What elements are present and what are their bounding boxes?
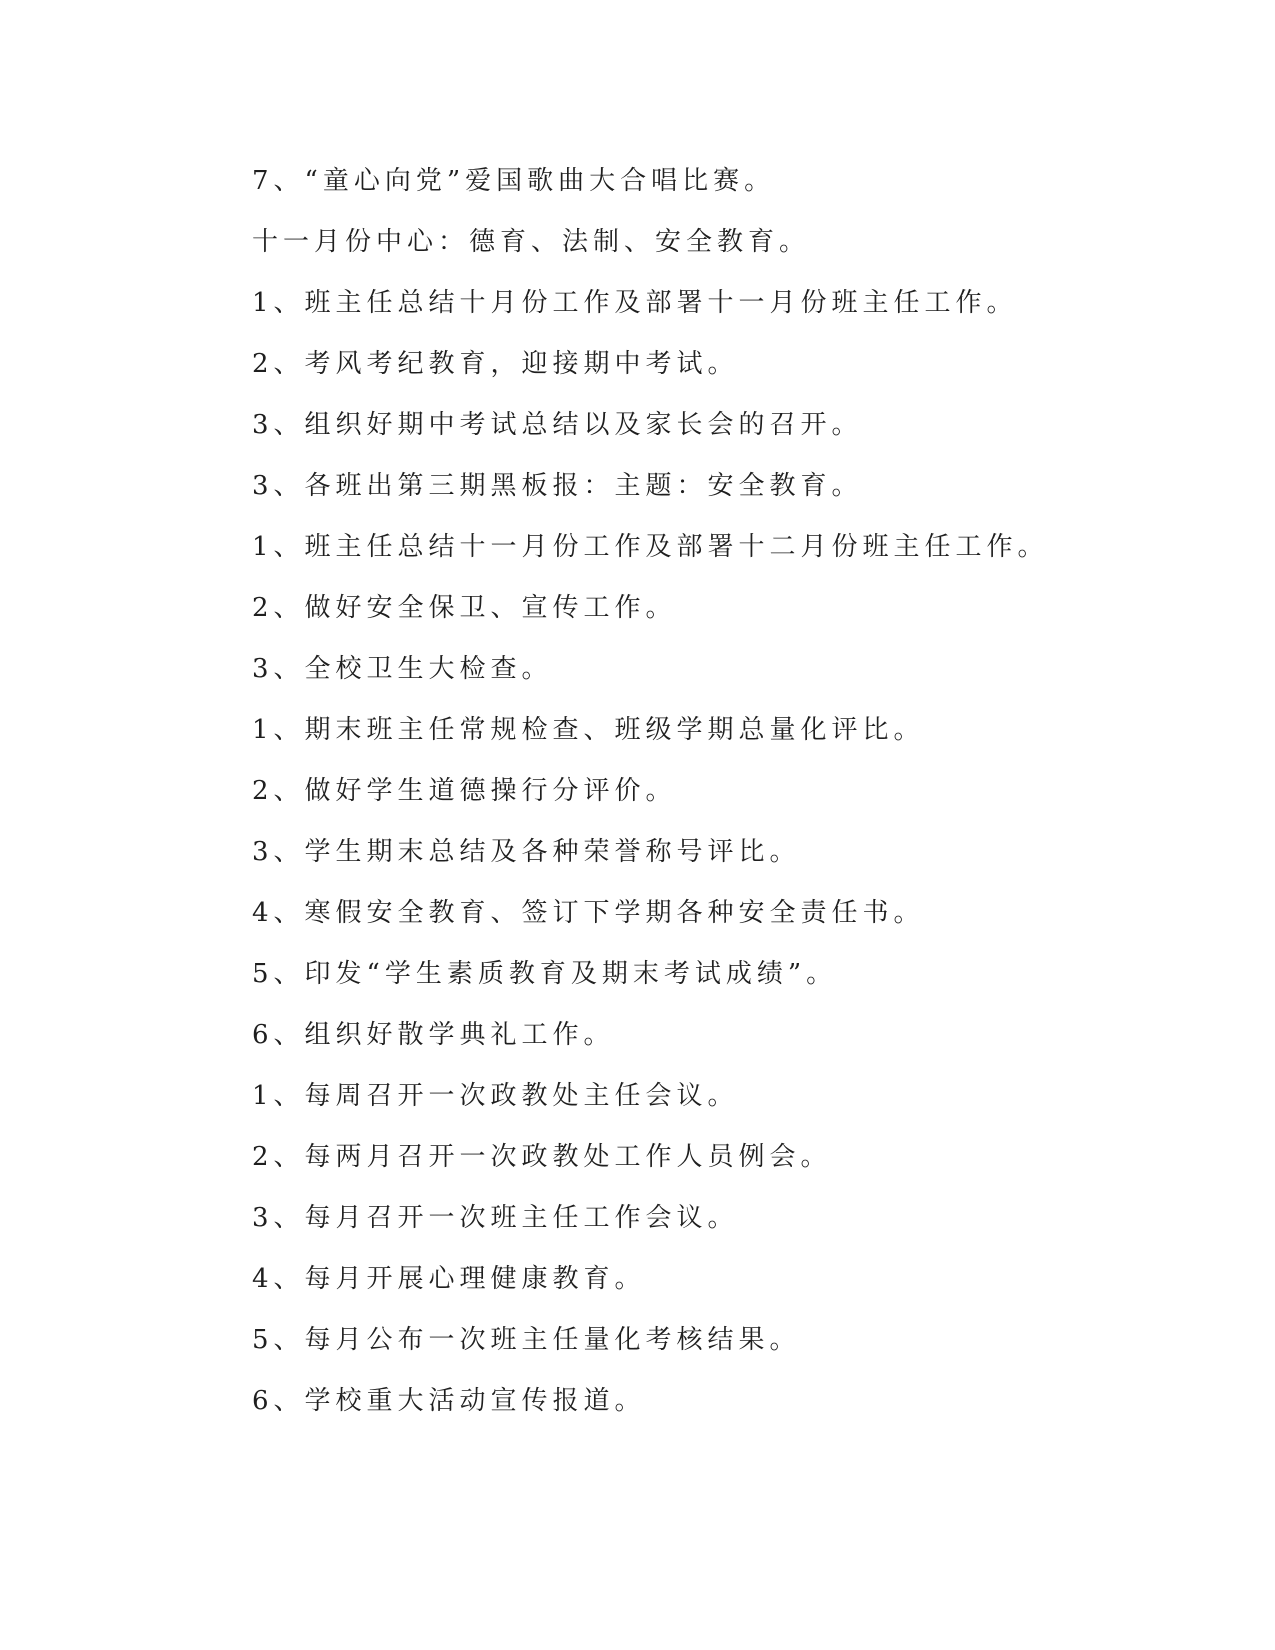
text-line: 6、学校重大活动宣传报道。: [252, 1386, 646, 1416]
text-line: 1、每周召开一次政教处主任会议。: [252, 1081, 739, 1111]
text-line: 3、每月召开一次班主任工作会议。: [252, 1203, 739, 1233]
text-line: 1、班主任总结十一月份工作及部署十二月份班主任工作。: [252, 532, 1049, 562]
text-line: 1、期末班主任常规检查、班级学期总量化评比。: [252, 715, 925, 745]
text-line: 7、“童心向党”爱国歌曲大合唱比赛。: [252, 166, 776, 196]
text-line: 3、学生期末总结及各种荣誉称号评比。: [252, 837, 801, 867]
text-line: 5、印发“学生素质教育及期末考试成绩”。: [252, 959, 838, 989]
text-line: 2、做好安全保卫、宣传工作。: [252, 593, 677, 623]
text-line: 4、每月开展心理健康教育。: [252, 1264, 646, 1294]
document-body: [252, 161, 1212, 1442]
text-line: 6、组织好散学典礼工作。: [252, 1020, 615, 1050]
text-line: 4、寒假安全教育、签订下学期各种安全责任书。: [252, 898, 925, 928]
text-line: 3、各班出第三期黑板报：主题：安全教育。: [252, 471, 863, 501]
text-line: 1、班主任总结十月份工作及部署十一月份班主任工作。: [252, 288, 1018, 318]
text-line: 2、每两月召开一次政教处工作人员例会。: [252, 1142, 832, 1172]
section-heading: 十一月份中心：德育、法制、安全教育。: [252, 227, 811, 257]
text-line: 2、考风考纪教育，迎接期中考试。: [252, 349, 739, 379]
text-line: 5、每月公布一次班主任量化考核结果。: [252, 1325, 801, 1355]
text-line: 3、全校卫生大检查。: [252, 654, 553, 684]
text-line: 2、做好学生道德操行分评价。: [252, 776, 677, 806]
text-line: 3、组织好期中考试总结以及家长会的召开。: [252, 410, 863, 440]
